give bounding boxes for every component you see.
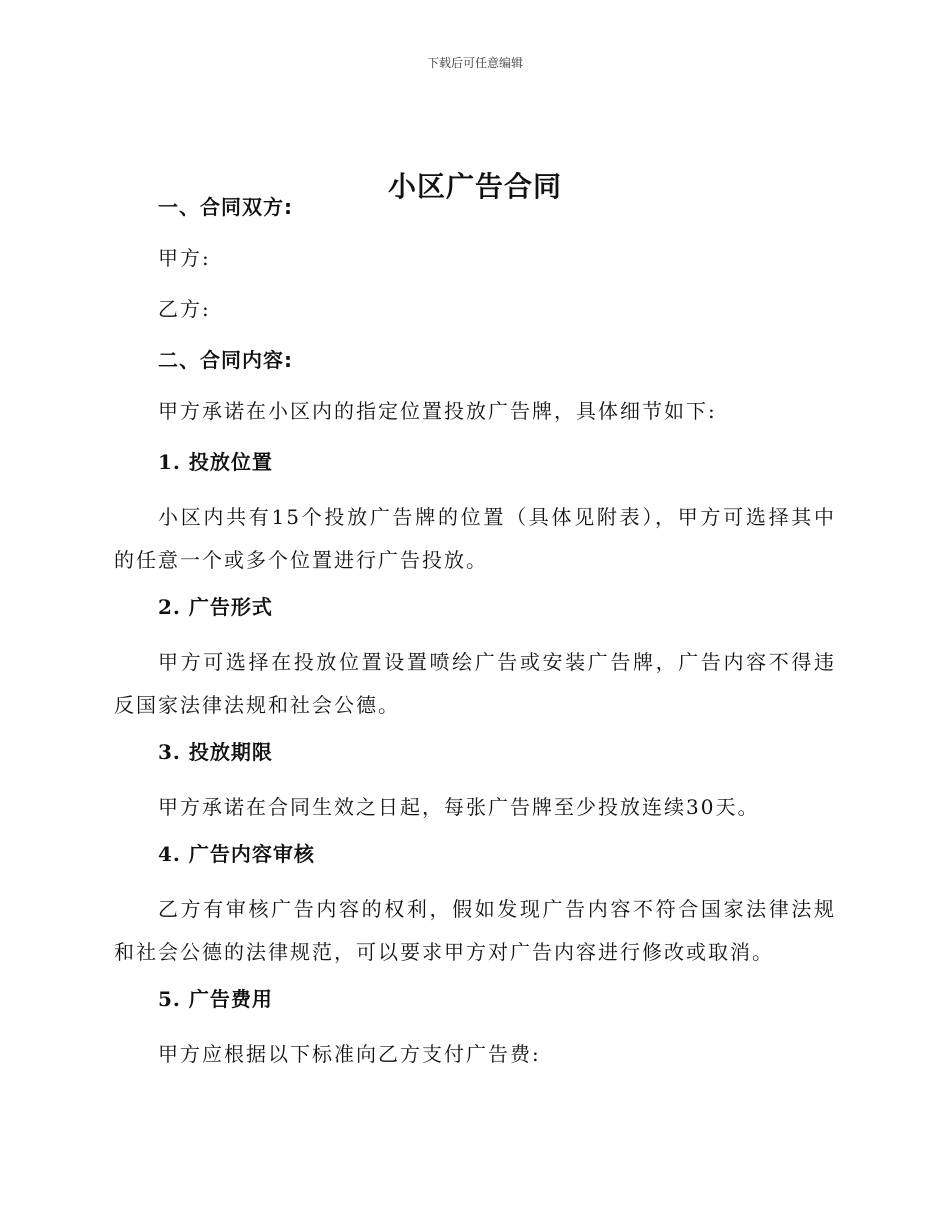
item-heading-fees: 5. 广告费用 [158,987,273,1011]
item-heading-duration: 3. 投放期限 [158,740,273,764]
item-text-review: 乙方有审核广告内容的权利，假如发现广告内容不符合国家法律法规和社会公德的法律规范，可以要求甲方对广告内容进行修改或取消。 [114,897,836,964]
item-heading-format: 2. 广告形式 [158,595,273,619]
item-text-format: 甲方可选择在投放位置设置喷绘广告或安装广告牌，广告内容不得违反国家法律法规和社会公德。 [114,650,836,717]
document-body [114,190,836,1084]
document-title: 小区广告合同 [387,169,562,203]
item-text-fees: 甲方应根据以下标准向乙方支付广告费: [158,1042,541,1066]
item-heading-location: 1. 投放位置 [158,450,273,474]
party-a-line: 甲方: [158,246,211,270]
item-heading-review: 4. 广告内容审核 [158,842,315,866]
item-text-duration: 甲方承诺在合同生效之日起，每张广告牌至少投放连续30天。 [158,795,760,819]
content-intro: 甲方承诺在小区内的指定位置投放广告牌，具体细节如下: [158,399,717,423]
section-heading-parties: 一、合同双方: [158,195,293,219]
party-b-line: 乙方: [158,297,211,321]
item-text-location: 小区内共有15个投放广告牌的位置（具体见附表），甲方可选择其中的任意一个或多个位置进行广告投放。 [114,505,836,572]
header-note: 下载后可任意编辑 [426,56,523,70]
section-heading-content: 二、合同内容: [158,348,293,372]
